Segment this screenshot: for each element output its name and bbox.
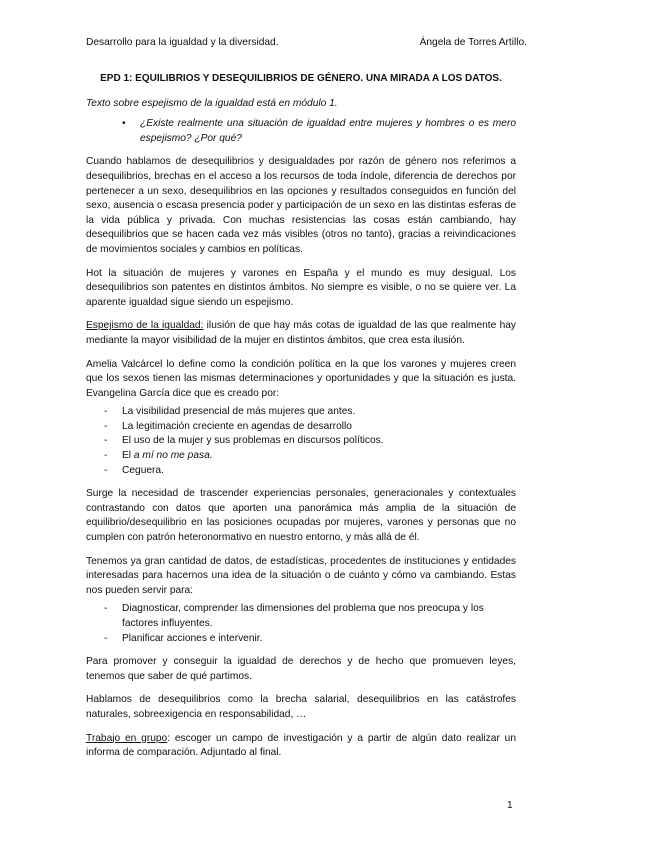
paragraph-brechas: Hablamos de desequilibrios como la brecha salarial, desequilibrios en las catástrofes naturales, sobreexigencia en responsabilidad, … — [86, 694, 516, 720]
paragraph-espejismo — [86, 319, 516, 348]
bullet-marker: • — [122, 118, 126, 130]
question-item — [122, 117, 516, 146]
espejismo-label: Espejismo de la igualdad: — [86, 320, 204, 332]
espejismo-definition: ilusión de que hay más cotas de igualdad de las que realmente hay mediante la mayor visibilidad de la mujer en distintos ámbitos, que crea esta ilusión. — [86, 320, 516, 346]
page-number: 1 — [507, 800, 513, 811]
list-item-text: El uso de la mujer y sus problemas en discursos políticos. — [122, 435, 384, 447]
intro-note: Texto sobre espejismo de la igualdad está en módulo 1. — [86, 97, 338, 109]
trabajo-text: : escoger un campo de investigación y a partir de algún dato realizar un informa de comparación. Adjuntado al final. — [86, 732, 517, 759]
paragraph-datos: Tenemos ya gran cantidad de datos, de estadísticas, procedentes de instituciones y entidades interesadas para hacernos una idea de la situación o de cuánto y cómo va cambiando. Estas nos pueden servir para: — [86, 555, 516, 596]
dash-marker: - — [104, 435, 108, 447]
list-item — [104, 632, 516, 647]
header-author: Ángela de Torres Artillo. — [419, 37, 527, 48]
paragraph-valcarcel: Amelia Valcárcel lo define como la condición política en la que los varones y mujeres creen que los sexos tienen las mismas determinaciones y oportunidades y que la situación es justa. Evangelina García dice que es creado por: — [86, 358, 516, 399]
dash-marker: - — [104, 464, 108, 476]
dash-marker: - — [104, 406, 108, 418]
list-item — [104, 602, 516, 631]
list-item-italic: a mí no me pasa. — [133, 450, 213, 462]
paragraph-desequilibrios: Cuando hablamos de desequilibrios y desigualdades por razón de género nos referimos a desequilibrios, brechas en el acceso a los recursos de toda índole, diferencia de derechos por pertenecer a un sexo, desequilibrios en las opciones y resultados conseguidos en función del sexo, ausencia o escasa presencia poder y participación de un sexo en las distintas esferas de la vida pública y privada. Con muchas resistencias las cosas están cambiando, hay desequilibrios que se hacen cada vez más visibles (otros no tanto), gracias a reivindicaciones de movimientos sociales y cambios en políticas. — [86, 156, 516, 255]
header-course-title: Desarrollo para la igualdad y la diversidad. — [86, 37, 279, 48]
dash-marker: - — [104, 632, 108, 644]
document-title: EPD 1: EQUILIBRIOS Y DESEQUILIBRIOS DE GÉNERO. UNA MIRADA A LOS DATOS. — [100, 73, 502, 84]
dash-marker: - — [104, 420, 108, 432]
list-item — [104, 449, 516, 464]
list-item-text: La legitimación creciente en agendas de desarrollo — [122, 420, 352, 432]
paragraph-promover: Para promover y conseguir la igualdad de derechos y de hecho que promueven leyes, tenemos que saber de qué partimos. — [86, 656, 516, 682]
list-item — [104, 420, 516, 435]
trabajo-label: Trabajo en grupo — [86, 732, 168, 744]
list-item — [104, 434, 516, 449]
page-header — [86, 37, 527, 51]
paragraph-trabajo-grupo — [86, 732, 516, 761]
causes-list — [86, 405, 516, 478]
document-body — [86, 72, 516, 770]
list-item-text: Ceguera. — [122, 464, 164, 476]
paragraph-situacion: Hot la situación de mujeres y varones en España y el mundo es muy desigual. Los desequilibrios son patentes en distintos ámbitos. No siempre es visible, o no se quiere ver. La aparente igualdad sigue siendo un espejismo. — [86, 267, 516, 308]
question-list — [86, 117, 516, 146]
question-text: ¿Existe realmente una situación de igualdad entre mujeres y hombres o es mero espejismo? ¿Por qué? — [140, 118, 516, 144]
list-item-text: Diagnosticar, comprender las dimensiones del problema que nos preocupa y los factores influyentes. — [122, 603, 484, 629]
list-item — [104, 464, 516, 479]
list-item-text: El — [122, 450, 134, 462]
paragraph-trascender: Surge la necesidad de trascender experiencias personales, generacionales y contextuales contrastando con datos que aporten una panorámica más amplia de la situación de equilibrio/desequilibrio en las posiciones ocupadas por mujeres, varones y personas que no cumplen con patrón heteronormativo en nuestro entorno, y más allá de él. — [86, 488, 516, 544]
list-item-text: La visibilidad presencial de más mujeres que antes. — [122, 406, 356, 418]
dash-marker: - — [104, 450, 108, 462]
uses-list — [86, 602, 516, 646]
list-item — [104, 405, 516, 420]
dash-marker: - — [104, 603, 108, 615]
list-item-text: Planificar acciones e intervenir. — [122, 632, 263, 644]
